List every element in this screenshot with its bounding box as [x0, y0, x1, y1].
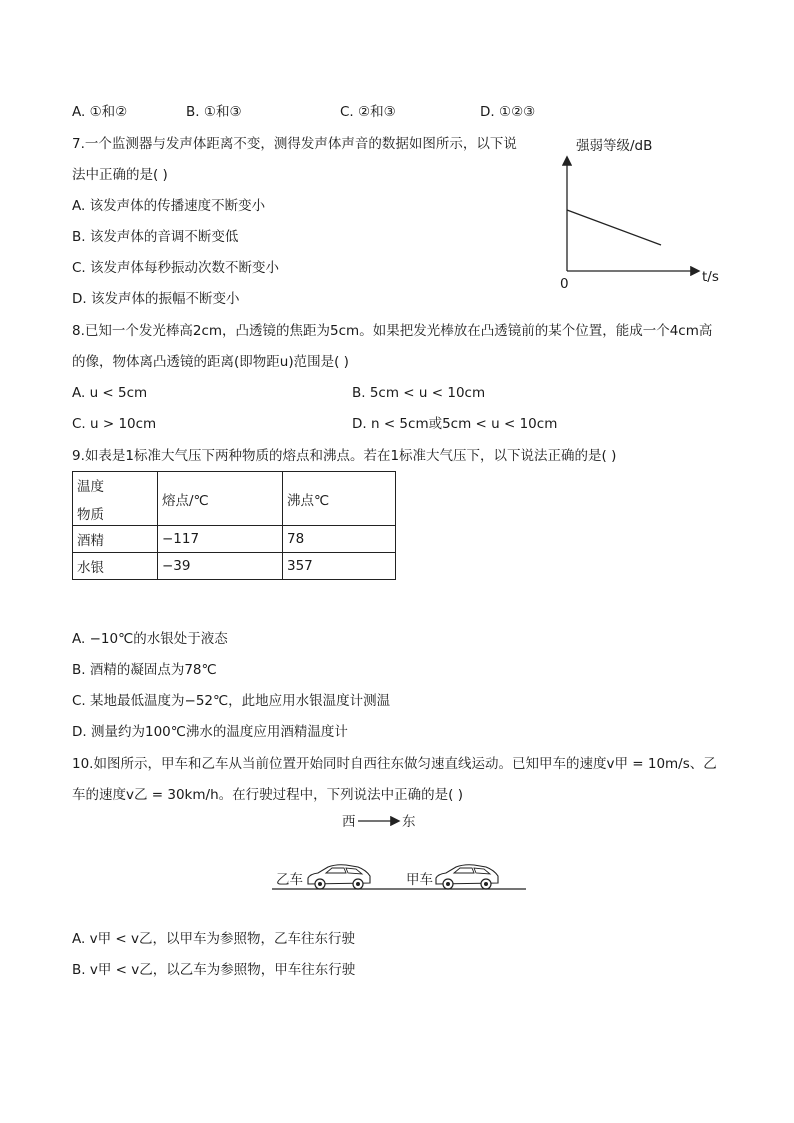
- table-cell-boil: 78: [283, 526, 396, 553]
- q10-stem-line2: 车的速度v乙 = 30km/h。在行驶过程中，下列说法中正确的是( ): [72, 787, 463, 803]
- q7-data-line: [567, 210, 661, 245]
- table-header-boil: 沸点℃: [283, 472, 396, 526]
- q7-y-axis-label: 强弱等级/dB: [576, 138, 653, 154]
- q7-option-b: B. 该发声体的音调不断变低: [72, 229, 239, 245]
- q7-loudness-graph: [550, 128, 730, 293]
- q9-option-b: B. 酒精的凝固点为78℃: [72, 662, 217, 678]
- car-yi-icon: [308, 865, 370, 889]
- table-corner-cell: [73, 472, 158, 526]
- q10-option-a: A. v甲 < v乙，以甲车为参照物，乙车往东行驶: [72, 931, 355, 947]
- q8-stem-line1: 8.已知一个发光棒高2cm，凸透镜的焦距为5cm。如果把发光棒放在凸透镜前的某个位置，能成一个4cm高: [72, 323, 713, 339]
- car-jia-label: 甲车: [406, 872, 433, 888]
- q7-stem-line1: 7.一个监测器与发声体距离不变，测得发声体声音的数据如图所示，以下说: [72, 136, 517, 152]
- q7-x-axis-label: t/s: [702, 269, 719, 285]
- q9-data-table: [72, 471, 396, 580]
- table-cell-melt: −39: [158, 553, 283, 580]
- q6-option-c: C. ②和③: [340, 104, 396, 120]
- car-yi-label: 乙车: [276, 872, 303, 888]
- q7-option-c: C. 该发声体每秒振动次数不断变小: [72, 260, 280, 276]
- table-row: [73, 553, 396, 580]
- table-cell-melt: −117: [158, 526, 283, 553]
- q10-option-b: B. v甲 < v乙，以乙车为参照物，甲车往东行驶: [72, 962, 356, 978]
- q7-option-d: D. 该发声体的振幅不断变小: [72, 291, 240, 307]
- table-header-melt: 熔点/℃: [158, 472, 283, 526]
- q7-stem-line2: 法中正确的是( ): [72, 167, 168, 183]
- q8-option-c: C. u > 10cm: [72, 416, 157, 432]
- west-label: 西: [342, 814, 356, 830]
- q8-option-a: A. u < 5cm: [72, 385, 148, 401]
- table-corner-top: 温度: [77, 478, 104, 495]
- table-row: [73, 526, 396, 553]
- table-cell-boil: 357: [283, 553, 396, 580]
- car-jia-icon: [436, 865, 498, 889]
- q9-option-c: C. 某地最低温度为−52℃，此地应用水银温度计测温: [72, 693, 391, 709]
- q9-option-d: D. 测量约为100℃沸水的温度应用酒精温度计: [72, 724, 348, 740]
- table-cell-name: 水银: [73, 553, 158, 580]
- q8-option-b: B. 5cm < u < 10cm: [352, 385, 486, 401]
- q7-option-a: A. 该发声体的传播速度不断变小: [72, 198, 266, 214]
- q10-stem-line1: 10.如图所示，甲车和乙车从当前位置开始同时自西往东做匀速直线运动。已知甲车的速度v甲 = 10m/s、乙: [72, 756, 717, 772]
- q9-option-a: A. −10℃的水银处于液态: [72, 631, 228, 647]
- q8-option-d: D. n < 5cm或5cm < u < 10cm: [352, 416, 558, 432]
- q6-option-d: D. ①②③: [480, 104, 536, 120]
- q6-option-b: B. ①和③: [186, 104, 242, 120]
- east-label: 东: [402, 814, 416, 830]
- q10-car-figure: [268, 808, 532, 896]
- q7-origin-label: 0: [560, 276, 569, 292]
- q8-stem-line2: 的像，物体离凸透镜的距离(即物距u)范围是( ): [72, 354, 349, 370]
- table-header-row: [73, 472, 396, 526]
- table-corner-bottom: 物质: [77, 506, 104, 523]
- q9-stem: 9.如表是1标准大气压下两种物质的熔点和沸点。若在1标准大气压下，以下说法正确的是( ): [72, 448, 617, 464]
- q6-option-a: A. ①和②: [72, 104, 128, 120]
- table-cell-name: 酒精: [73, 526, 158, 553]
